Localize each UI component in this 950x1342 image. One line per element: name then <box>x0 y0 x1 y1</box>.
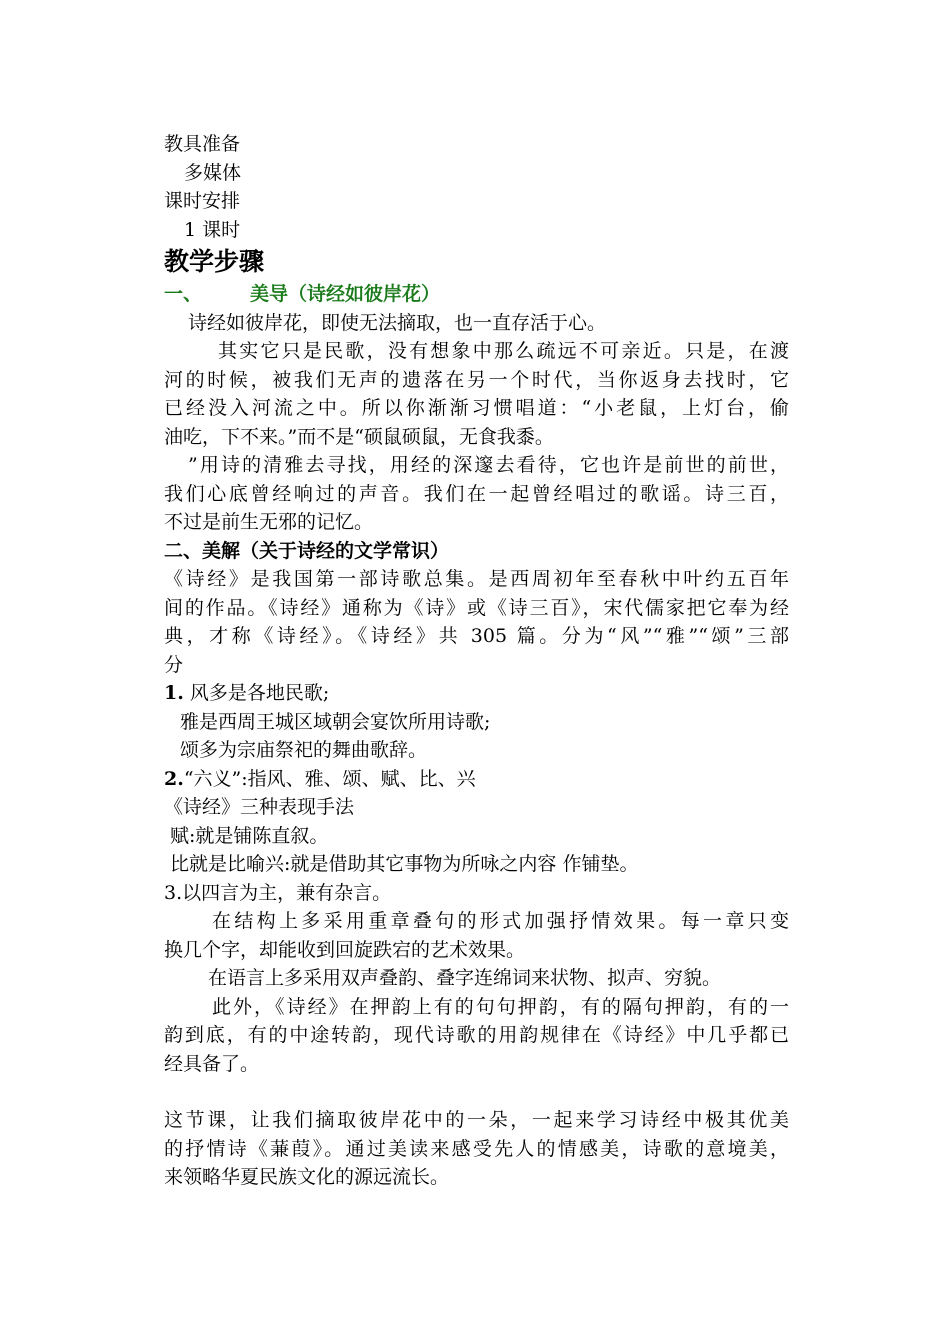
closing-paragraph <box>164 1106 789 1192</box>
paragraph-line: 已经没入河流之中。所以你渐渐习惯唱道：“小老鼠，上灯台，偷 <box>164 397 789 419</box>
item-1-song: 颂多为宗庙祭祀的舞曲歌辞。 <box>180 739 428 761</box>
paragraph-line: 换几个字，却能收到回旋跌宕的艺术效果。 <box>164 938 526 961</box>
section1-lead: 诗经如彼岸花，即使无法摘取，也一直存活于心。 <box>188 311 607 334</box>
section1-title: 美导（诗经如彼岸花） <box>250 283 441 305</box>
paragraph-line: 的抒情诗《蒹葭》。通过美读来感受先人的情感美，诗歌的意境美， <box>164 1137 789 1160</box>
section2-heading: 二、美解（关于诗经的文学常识） <box>164 539 450 562</box>
structure-paragraph <box>164 907 789 964</box>
paragraph-line: 其实它只是民歌，没有想象中那么疏远不可亲近。只是，在渡 <box>218 340 789 362</box>
section1-paragraph-2 <box>164 451 789 537</box>
item-1-number: 1. <box>164 682 184 704</box>
paragraph-line: 这节课，让我们摘取彼岸花中的一朵，一起来学习诗经中极其优美 <box>164 1109 789 1131</box>
section2-intro <box>164 565 789 679</box>
paragraph-line: 我们心底曾经响过的声音。我们在一起曾经唱过的歌谣。诗三百， <box>164 482 789 505</box>
section1-heading <box>164 280 789 309</box>
schedule-value: 1 课时 <box>184 218 241 241</box>
item-1-ya: 雅是西周王城区域朝会宴饮所用诗歌; <box>180 710 491 733</box>
paragraph-line: 油吃，下不来。”而不是“硕鼠硕鼠，无食我黍。 <box>164 425 554 448</box>
rhyme-paragraph <box>164 993 789 1079</box>
prep-label: 教具准备 <box>164 133 241 155</box>
paragraph-line: 分 <box>164 653 184 676</box>
paragraph-line: 此外，《诗经》在押韵上有的句句押韵，有的隔句押韵，有的一 <box>212 995 789 1018</box>
schedule-label: 课时安排 <box>164 190 241 212</box>
list-item-1 <box>164 679 789 708</box>
section1-number: 一、 <box>164 283 203 305</box>
list-item-3: 3.以四言为主，兼有杂言。 <box>164 881 392 904</box>
paragraph-line: 来领略华夏民族文化的源远流长。 <box>164 1166 450 1188</box>
paragraph-line: 典，才称《诗经》。《诗经》共 305 篇。分为“风”“雅”“颂”三部 <box>164 625 789 647</box>
item-1-text: 风多是各地民歌; <box>189 682 330 704</box>
fu-line: 赋:就是铺陈直叙。 <box>170 824 329 847</box>
steps-heading: 教学步骤 <box>164 247 265 276</box>
paragraph-line: 在结构上多采用重章叠句的形式加强抒情效果。每一章只变 <box>212 910 789 932</box>
item-2-number: 2. <box>164 767 184 790</box>
blank-line <box>164 1078 789 1106</box>
list-item-2 <box>164 765 789 794</box>
paragraph-line: 《诗经》是我国第一部诗歌总集。是西周初年至春秋中叶约五百年 <box>164 568 789 590</box>
paragraph-line: ”用诗的清雅去寻找，用经的深邃去看待，它也许是前世的前世， <box>188 454 789 476</box>
bixing-line: 比就是比喻兴:就是借助其它事物为所咏之内容 作铺垫。 <box>170 853 639 875</box>
paragraph-line: 间的作品。《诗经》通称为《诗》或《诗三百》，宋代儒家把它奉为经 <box>164 596 789 619</box>
methods-line: 《诗经》三种表现手法 <box>164 796 355 818</box>
paragraph-line: 韵到底，有的中途转韵，现代诗歌的用韵规律在《诗经》中几乎都已 <box>164 1024 789 1046</box>
language-line: 在语言上多采用双声叠韵、叠字连绵词来状物、拟声、穷貌。 <box>208 967 722 989</box>
paragraph-line: 河的时候，被我们无声的遗落在另一个时代，当你返身去找时，它 <box>164 368 789 391</box>
item-2-text: “六义”:指风、雅、颂、赋、比、兴 <box>183 767 476 790</box>
document-page <box>164 130 789 1192</box>
section1-paragraph-1 <box>164 337 789 451</box>
paragraph-line: 不过是前生无邪的记忆。 <box>164 511 374 533</box>
prep-value: 多媒体 <box>184 161 242 184</box>
paragraph-line: 经具备了。 <box>164 1052 260 1075</box>
